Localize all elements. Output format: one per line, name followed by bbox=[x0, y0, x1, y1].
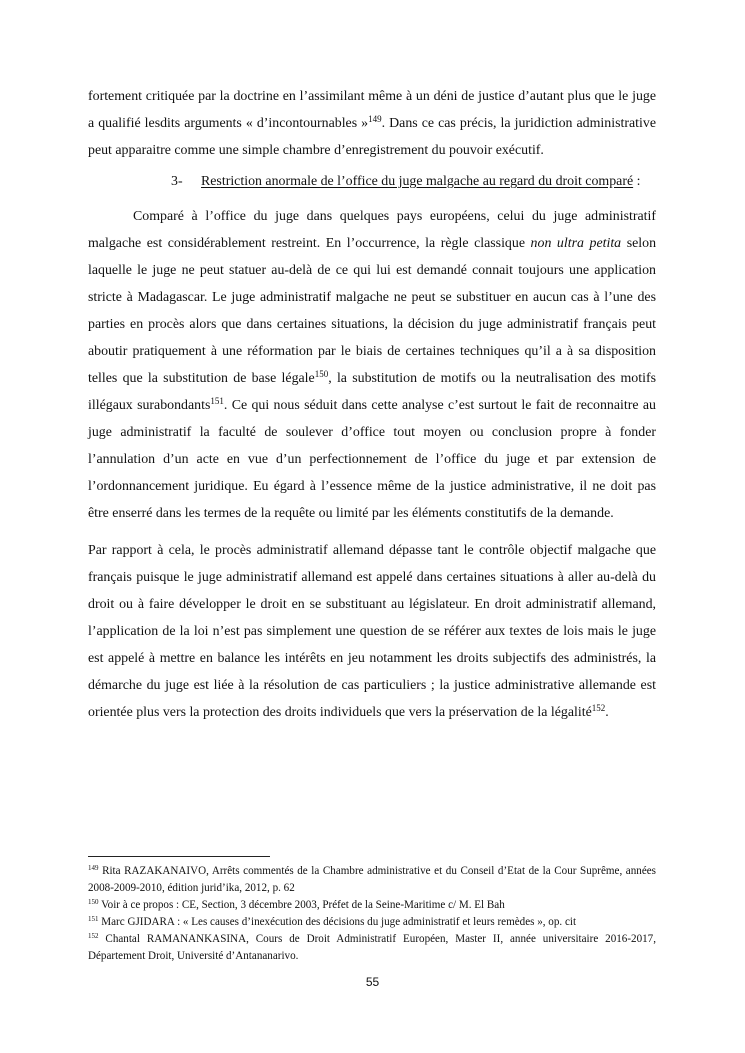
footnote-separator bbox=[88, 856, 270, 857]
footnote-number: 151 bbox=[88, 915, 99, 923]
latin-phrase: non ultra petita bbox=[530, 236, 622, 251]
footnote-number: 149 bbox=[88, 864, 99, 872]
paragraph-1-text-end: . Dans ce cas précis, la juridiction administrative peut apparaitre comme une simple chambre d’enregistrement du pouvoir exécutif. bbox=[88, 116, 656, 158]
footnote-150 bbox=[88, 897, 656, 914]
footnote-text: Rita RAZAKANAIVO, Arrêts commentés de la Chambre administrative et du Conseil d’Etat de la Cour Suprême, années 2008-2009-2010, édition jurid’ika, 2012, p. 62 bbox=[88, 865, 656, 894]
footnote-149 bbox=[88, 863, 656, 897]
page-number: 55 bbox=[365, 975, 380, 989]
heading-number: 3- bbox=[171, 174, 183, 189]
paragraph-2 bbox=[88, 203, 656, 527]
footnote-text: Marc GJIDARA : « Les causes d’inexécution des décisions du juge administratif et leurs remèdes », op. cit bbox=[98, 916, 577, 928]
footnote-number: 152 bbox=[88, 932, 99, 940]
heading-suffix: : bbox=[633, 174, 641, 189]
footnote-text: Chantal RAMANANKASINA, Cours de Droit Administratif Européen, Master II, année universitaire 2016-2017, Département Droit, Université d’Antananarivo. bbox=[88, 933, 656, 962]
paragraph-3 bbox=[88, 537, 656, 726]
page-body bbox=[88, 83, 656, 726]
heading-text: Restriction anormale de l’office du juge malgache au regard du droit comparé bbox=[201, 174, 634, 189]
paragraph-1-text: fortement critiquée par la doctrine en l’assimilant même à un déni de justice d’autant plus que le juge a qualifié lesdits arguments « d’incontournables » bbox=[88, 89, 656, 131]
paragraph-3-text-end: . bbox=[605, 705, 609, 720]
section-heading bbox=[171, 168, 656, 195]
paragraph-3-text: Par rapport à cela, le procès administratif allemand dépasse tant le contrôle objectif malgache que français puisque le juge administratif allemand est appelé dans certaines situations à aller au-delà du droit ou à faire développer le droit en se substituant au législateur. En droit administratif allemand, l’application de la loi n’est pas simplement une question de se référer aux textes de lois mais le juge est appelé à mettre en balance les intérêts en jeu notamment les droits subjectifs des administrés, la démarche du juge est liée à la résolution de cas particuliers ; la justice administrative allemande est orientée plus vers la protection des droits individuels que vers la préservation de la légalité bbox=[88, 543, 656, 720]
footnote-ref-151[interactable]: 151 bbox=[210, 396, 224, 406]
footnote-ref-152[interactable]: 152 bbox=[591, 703, 606, 713]
footnote-152 bbox=[88, 931, 656, 965]
footnote-number: 150 bbox=[88, 898, 99, 906]
footnote-151 bbox=[88, 914, 656, 931]
paragraph-2-text-a: Comparé à l’office du juge dans quelques pays européens, celui du juge administratif malgache est considérablement restreint. En l’occurrence, la règle classique bbox=[88, 209, 656, 251]
footnotes bbox=[88, 863, 656, 965]
footnote-text: Voir à ce propos : CE, Section, 3 décembre 2003, Préfet de la Seine-Maritime c/ M. El Bah bbox=[98, 899, 505, 911]
paragraph-2-text-d: . Ce qui nous séduit dans cette analyse c’est surtout le fait de reconnaitre au juge administratif la faculté de soulever d’office tout moyen ou conclusion propre à fonder l’annulation d’un acte en vue d’un perfectionnement de l’office du juge et par extension de l’ordonnancement juridique. Eu égard à l’essence même de la justice administrative, il ne doit pas être enserré dans les termes de la requête ou limité par les éléments constitutifs de la demande. bbox=[88, 398, 656, 521]
paragraph-2-text-b: selon laquelle le juge ne peut statuer au-delà de ce qui lui est demandé connait toujours une application stricte à Madagascar. Le juge administratif malgache ne peut se substituer en aucun cas à l’une des parties en procès alors que dans certaines situations, la décision du juge administratif français peut aboutir pratiquement à une réformation par le biais de certaines techniques qu’il a à sa disposition telles que la substitution de base légale bbox=[88, 236, 657, 386]
paragraph-2-text-c: , la substitution de motifs ou la neutralisation des motifs illégaux surabondants bbox=[88, 371, 656, 413]
paragraph-1 bbox=[88, 83, 656, 164]
footnote-ref-149[interactable]: 149 bbox=[368, 114, 382, 124]
footnote-ref-150[interactable]: 150 bbox=[314, 369, 329, 379]
